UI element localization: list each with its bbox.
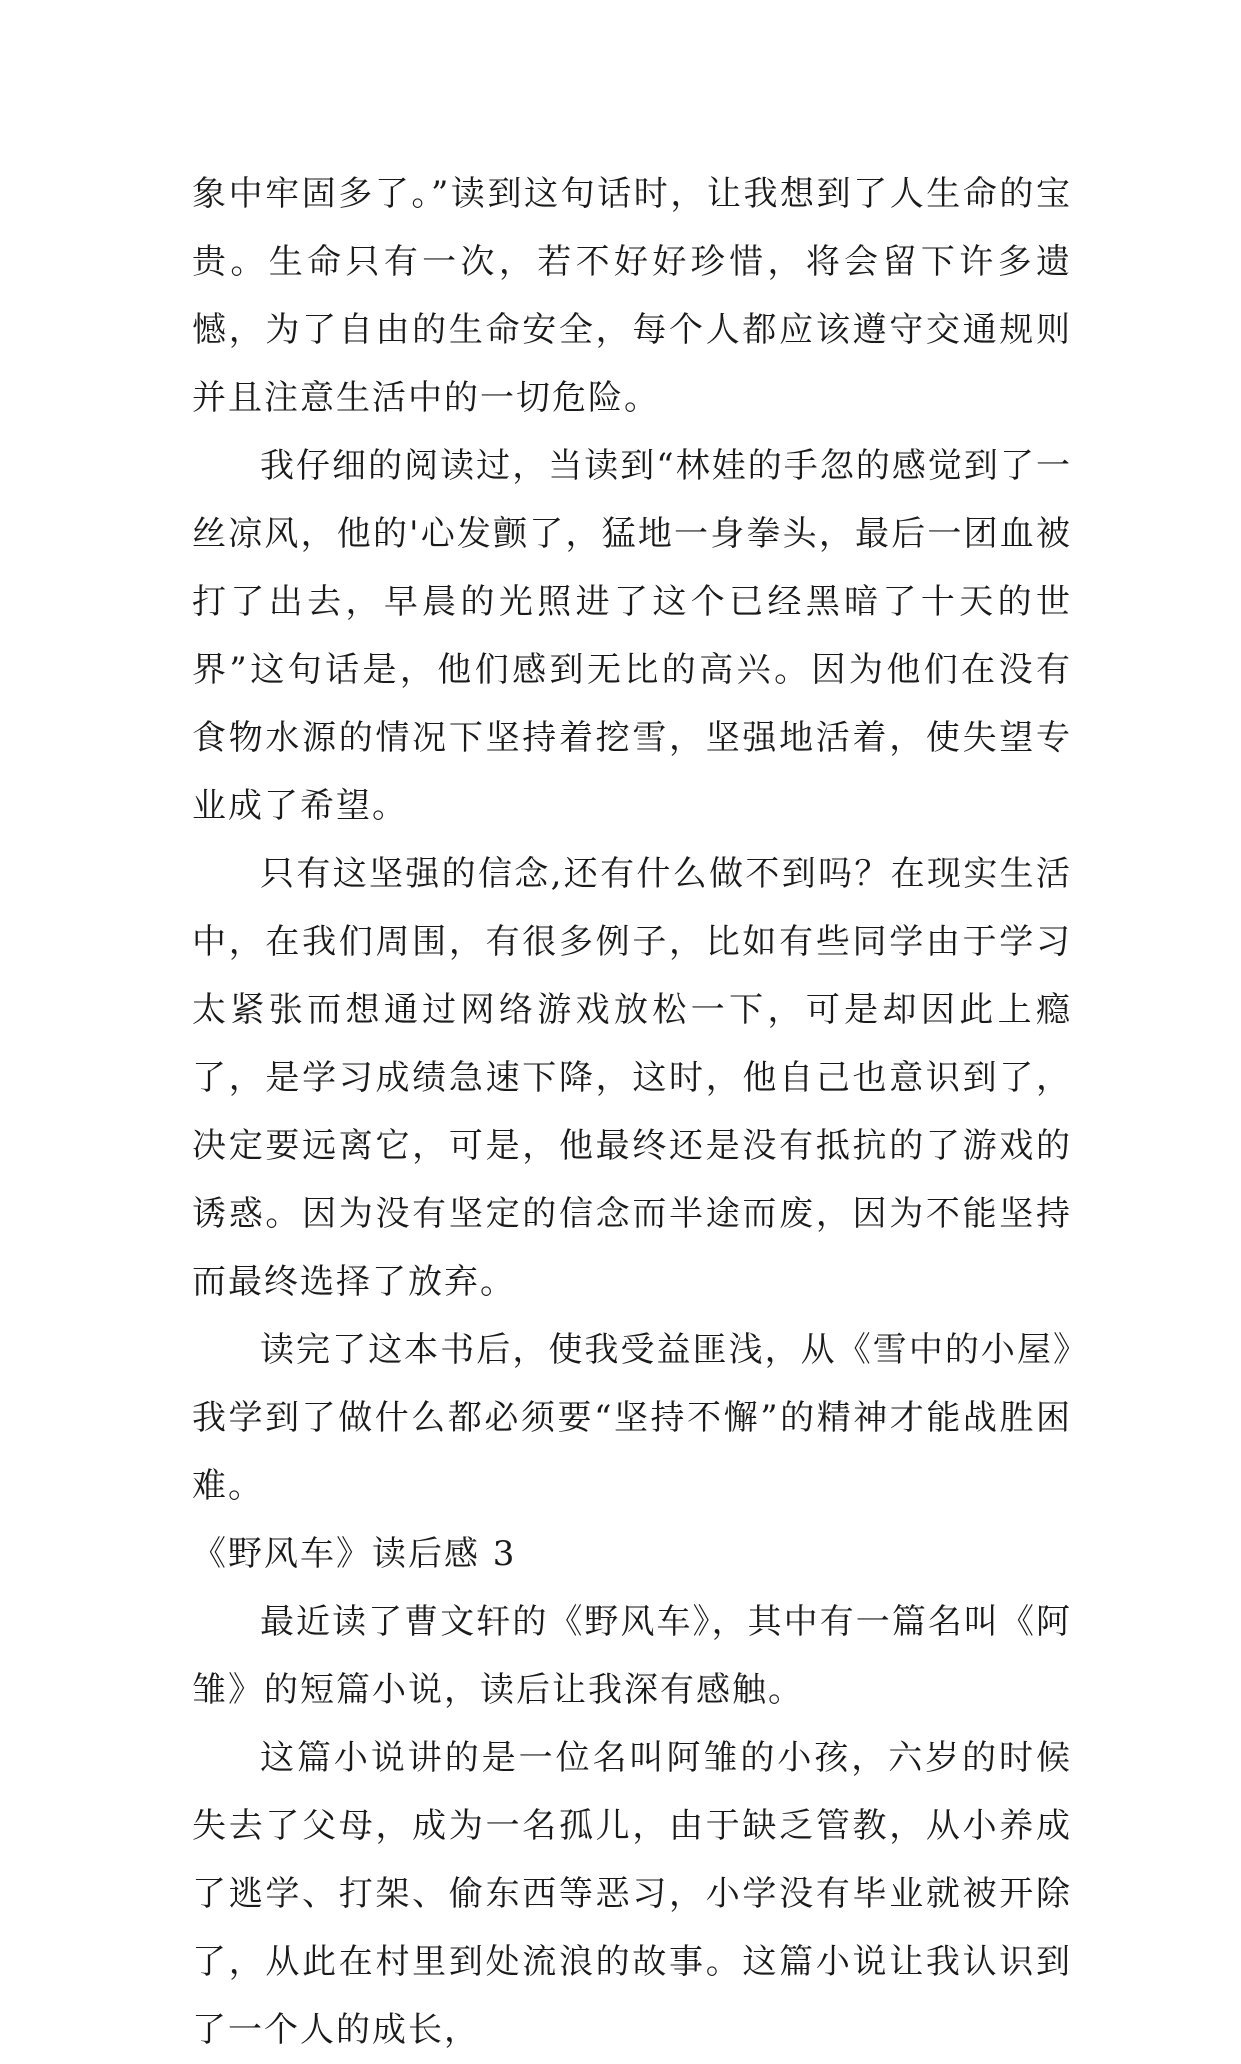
paragraph-1: 象中牢固多了。”读到这句话时，让我想到了人生命的宝贵。生命只有一次，若不好好珍惜，将会留下许多遗憾，为了自由的生命安全，每个人都应该遵守交通规则并且注意生活中的一切危险。 bbox=[192, 174, 1072, 418]
section-heading: 《野风车》读后感 3 bbox=[192, 1534, 517, 1574]
paragraph-5: 最近读了曹文轩的《野风车》，其中有一篇名叫《阿雏》的短篇小说，读后让我深有感触。 bbox=[192, 1602, 1072, 1710]
paragraph-4: 读完了这本书后，使我受益匪浅，从《雪中的小屋》我学到了做什么都必须要“坚持不懈”的精神才能战胜困难。 bbox=[192, 1330, 1072, 1506]
paragraph-3: 只有这坚强的信念,还有什么做不到吗？在现实生活中，在我们周围，有很多例子，比如有些同学由于学习太紧张而想通过网络游戏放松一下，可是却因此上瘾了，是学习成绩急速下降，这时，他自己也意识到了，决定要远离它，可是，他最终还是没有抵抗的了游戏的诱惑。因为没有坚定的信念而半途而废，因为不能坚持而最终选择了放弃。 bbox=[192, 854, 1072, 1302]
paragraph-2: 我仔细的阅读过，当读到“林娃的手忽的感觉到了一丝凉风，他的'心发颤了，猛地一身拳头，最后一团血被打了出去，早晨的光照进了这个已经黑暗了十天的世界”这句话是，他们感到无比的高兴。因为他们在没有食物水源的情况下坚持着挖雪，坚强地活着，使失望专业成了希望。 bbox=[192, 446, 1072, 826]
document-body bbox=[192, 160, 1072, 2064]
paragraph-6: 这篇小说讲的是一位名叫阿雏的小孩，六岁的时候失去了父母，成为一名孤儿，由于缺乏管教，从小养成了逃学、打架、偷东西等恶习，小学没有毕业就被开除了，从此在村里到处流浪的故事。这篇小说让我认识到了一个人的成长， bbox=[192, 1738, 1072, 2050]
